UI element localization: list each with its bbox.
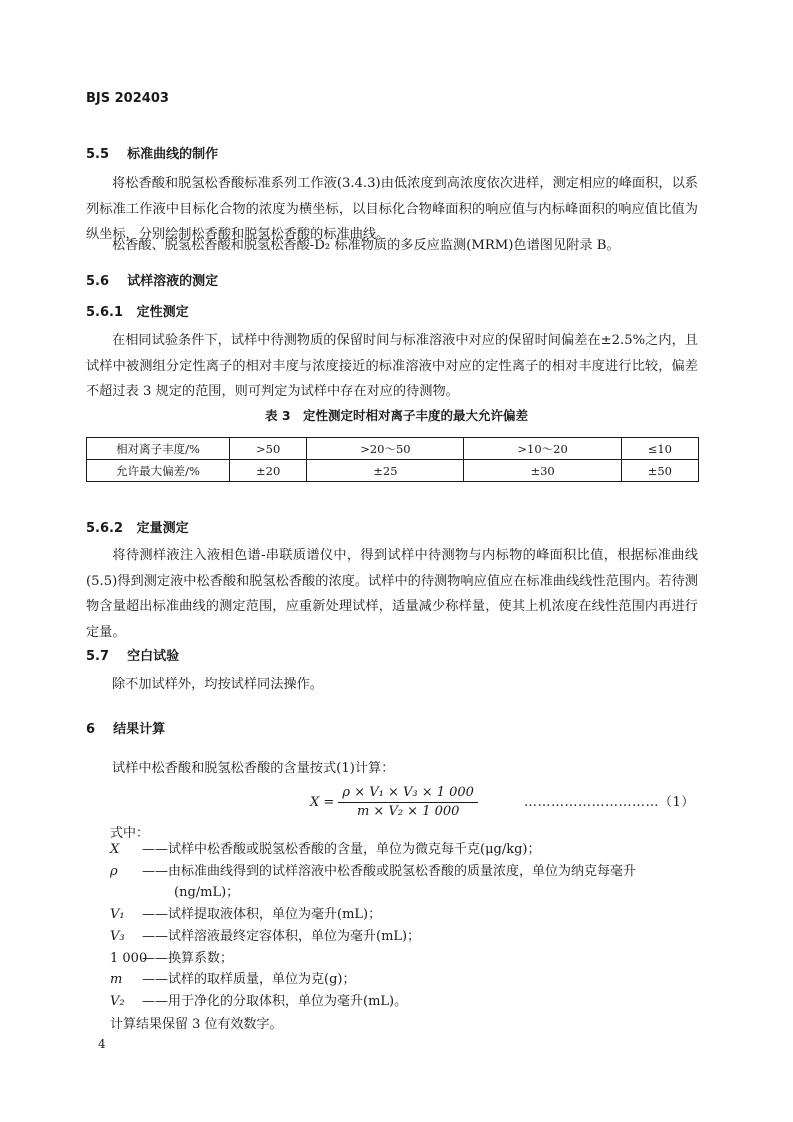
definition-symbol: 1 000: [110, 951, 148, 966]
section-5-5-paragraph-1: 将松香酸和脱氢松香酸标准系列工作液(3.4.3)由低浓度到高浓度依次进样，测定相应的峰面积，以系列标准工作液中目标化合物的浓度为横坐标，以目标化合物峰面积的响应值与内标峰面积的响应值比值为纵坐标，分别绘制松香酸和脱氢松香酸的标准曲线。: [86, 176, 698, 242]
section-number: 6: [86, 722, 96, 737]
table-cell: >50: [230, 438, 307, 460]
section-5-6-1-paragraph: 在相同试验条件下，试样中待测物质的保留时间与标准溶液中对应的保留时间偏差在±2.5%之内，且试样中被测组分定性离子的相对丰度与浓度接近的标准溶液中对应的定性离子的相对丰度进行比较，偏差不超过表 3 规定的范围，则可判定为试样中存在对应的待测物。: [86, 333, 698, 399]
table-cell: ≤10: [621, 438, 698, 460]
definition-text: ——由标准曲线得到的试样溶液中松香酸或脱氢松香酸的质量浓度，单位为纳克每毫升: [142, 864, 637, 879]
table-cell: ±30: [464, 460, 621, 482]
formula-1: [310, 784, 478, 821]
definition-text: ——换算系数；: [142, 951, 234, 966]
section-title: 定量测定: [136, 521, 189, 536]
table-cell: >10～20: [464, 438, 621, 460]
definition-text: ——试样的取样质量，单位为克(g)；: [142, 972, 356, 987]
section-number: 5.7: [86, 649, 110, 664]
definition-row: [110, 926, 700, 947]
section-5-5-heading: [86, 143, 218, 162]
section-5-7-paragraph: 除不加试样外，均按试样同法操作。: [112, 677, 323, 692]
formula-number: …………………………（1）: [524, 795, 695, 810]
section-5-5-paragraph-2: 松香酸、脱氢松香酸和脱氢松香酸-D₂ 标准物质的多反应监测(MRM)色谱图见附录 B。: [112, 238, 620, 253]
definition-text: (ng/mL)；: [174, 885, 240, 900]
section-title: 标准曲线的制作: [127, 147, 219, 162]
section-number: 5.5: [86, 147, 110, 162]
section-title: 试样溶液的测定: [127, 274, 219, 289]
section-5-6-1-heading: [86, 301, 189, 320]
formula-lhs: X =: [310, 795, 335, 810]
section-6-intro: 试样中松香酸和脱氢松香酸的含量按式(1)计算：: [112, 761, 395, 776]
definition-text: ——试样中松香酸或脱氢松香酸的含量，单位为微克每千克(μg/kg)；: [142, 842, 541, 857]
section-5-7-heading: [86, 645, 179, 664]
definition-text: ——试样溶液最终定容体积，单位为毫升(mL)；: [142, 929, 421, 944]
section-5-6-2-heading: [86, 517, 189, 536]
definition-row: [110, 969, 700, 990]
section-title: 定性测定: [136, 305, 189, 320]
table-3: [86, 437, 699, 482]
section-number: 5.6.1: [86, 305, 124, 320]
result-precision-note: 计算结果保留 3 位有效数字。: [110, 1017, 283, 1032]
document-header: BJS 202403: [86, 91, 169, 106]
section-5-6-2-paragraph: 将待测样液注入液相色谱-串联质谱仪中，得到试样中待测物与内标物的峰面积比值，根据标准曲线(5.5)得到测定液中松香酸和脱氢松香酸的浓度。试样中的待测物响应值应在标准曲线线性范围内。若待测物含量超出标准曲线的测定范围，应重新处理试样，适量减少称样量，使其上机浓度在线性范围内再进行定量。: [86, 548, 698, 640]
definition-symbol: V₂: [110, 994, 125, 1009]
section-title: 空白试验: [127, 649, 180, 664]
definition-row: [110, 991, 700, 1012]
table-cell: >20～50: [307, 438, 464, 460]
definition-symbol: V₃: [110, 929, 125, 944]
definition-text: ——用于净化的分取体积，单位为毫升(mL)。: [142, 994, 408, 1009]
table-row: [87, 438, 699, 460]
definition-row: [110, 904, 700, 925]
definition-symbol: m: [110, 972, 123, 987]
table-cell: ±20: [230, 460, 307, 482]
definition-row: [110, 882, 700, 903]
section-number: 5.6: [86, 274, 110, 289]
table-cell: ±50: [621, 460, 698, 482]
table-3-caption: 表 3 定性测定时相对离子丰度的最大允许偏差: [264, 408, 529, 423]
definition-symbol: ρ: [110, 864, 118, 879]
table-row: [87, 460, 699, 482]
section-6-heading: [86, 718, 165, 737]
table-cell: ±25: [307, 460, 464, 482]
section-title: 结果计算: [113, 722, 166, 737]
formula-numerator: ρ × V₁ × V₃ × 1 000: [338, 784, 478, 803]
definition-symbol: X: [110, 842, 120, 857]
definition-row: [110, 839, 700, 860]
definition-row: [110, 948, 700, 969]
definition-symbol: V₁: [110, 907, 125, 922]
formula-denominator: m × V₂ × 1 000: [356, 804, 460, 819]
section-number: 5.6.2: [86, 521, 124, 536]
definition-text: ——试样提取液体积，单位为毫升(mL)；: [142, 907, 382, 922]
section-5-6-heading: [86, 270, 218, 289]
formula-fraction: [338, 784, 478, 821]
table-cell: 相对离子丰度/%: [87, 438, 230, 460]
definition-row: [110, 861, 700, 882]
table-cell: 允许最大偏差/%: [87, 460, 230, 482]
page-number: 4: [98, 1037, 106, 1051]
where-label: 式中：: [110, 826, 150, 841]
